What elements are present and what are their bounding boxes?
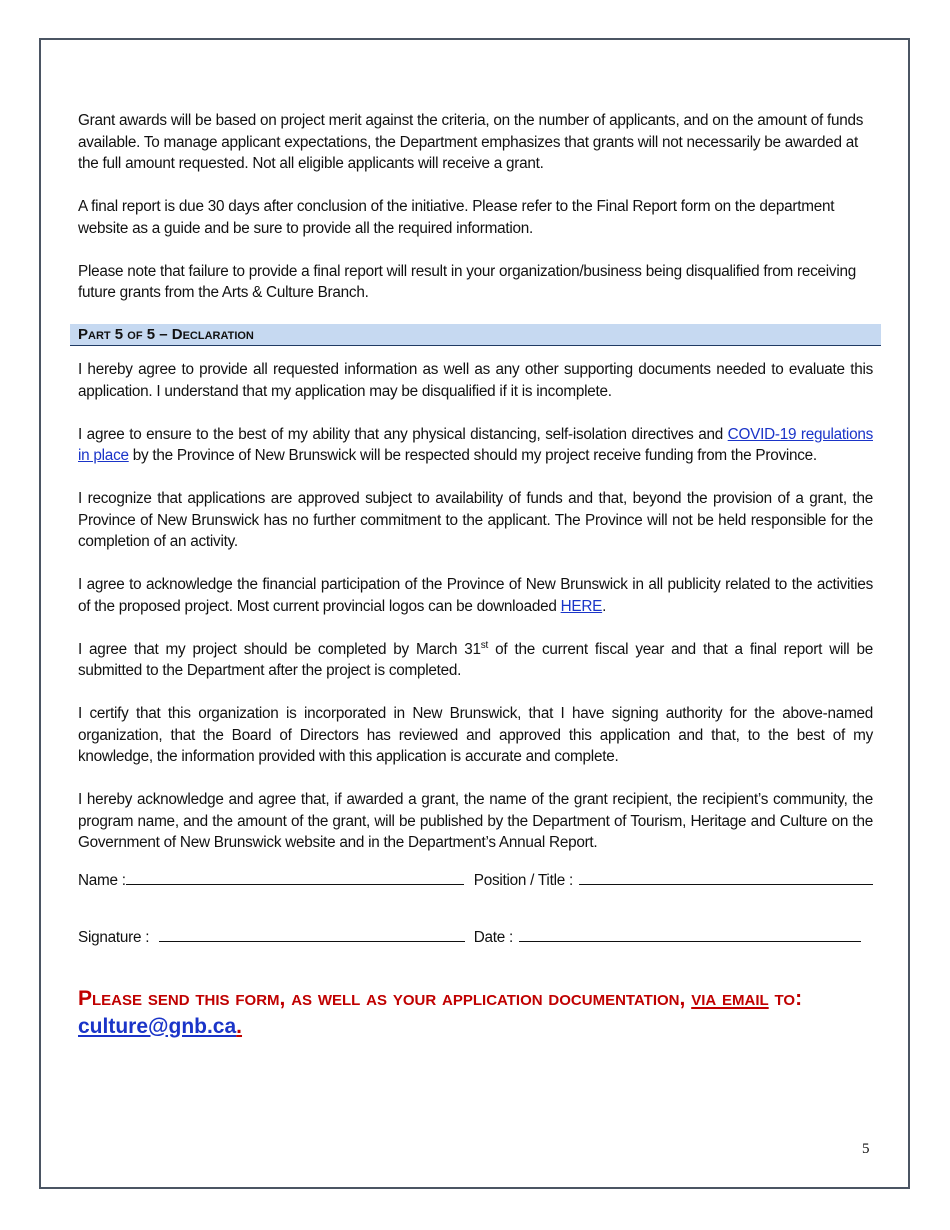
- name-field: [78, 870, 464, 892]
- intro-paragraph-1: Grant awards will be based on project merit against the criteria, on the number of applicants, and on the amount of funds available. To manage applicant expectations, the Department emphasizes that grants will not necessarily be awarded at the full amount requested. Not all eligible applicants will receive a grant.: [78, 112, 864, 172]
- ordinal-suffix: st: [480, 639, 489, 651]
- submission-instructions: [78, 985, 873, 1013]
- position-input-line[interactable]: [579, 870, 873, 885]
- declaration-paragraph-7: I hereby acknowledge and agree that, if awarded a grant, the name of the grant recipient, the recipient’s community, the program name, and the amount of the grant, will be published by the Department of Tourism, Heritage and Culture on the Government of New Brunswick website and in the Department’s Annual Report.: [78, 791, 873, 851]
- signature-label: Signature :: [78, 929, 150, 946]
- name-position-row: [78, 870, 873, 892]
- declaration-paragraph-3: I recognize that applications are approved subject to availability of funds and that, beyond the provision of a grant, the Province of New Brunswick has no further commitment to the applicant. The Province will not be held responsible for the completion of an activity.: [78, 490, 873, 550]
- intro-paragraph-2: A final report is due 30 days after conclusion of the initiative. Please refer to the Final Report form on the department website as a guide and be sure to provide all the required information.: [78, 198, 835, 237]
- position-field: [474, 870, 873, 892]
- position-label: Position / Title :: [473, 871, 573, 889]
- declaration-paragraph-2: [78, 424, 873, 467]
- declaration-text: I agree to acknowledge the financial participation of the Province of New Brunswick in all publicity related to the activities of the proposed project. Most current provincial logos can be downloaded: [78, 576, 873, 615]
- signature-date-row: [78, 927, 873, 949]
- declaration-paragraph-6: I certify that this organization is incorporated in New Brunswick, that I have signing authority for the above-named organization, that the Board of Directors has reviewed and approved this application and that, to the best of my knowledge, the information provided with this application is accurate and complete.: [78, 705, 873, 765]
- declaration-text: I agree that my project should be completed by March 31: [78, 640, 481, 658]
- date-label: Date :: [473, 929, 513, 946]
- name-input-line[interactable]: [126, 870, 464, 885]
- date-input-line[interactable]: [519, 927, 861, 942]
- declaration-paragraph-5: [78, 639, 873, 682]
- declaration-text: by the Province of New Brunswick will be respected should my project receive funding from the Province.: [128, 447, 817, 464]
- section-header-declaration: Part 5 of 5 – Declaration: [70, 324, 881, 346]
- contact-email-link[interactable]: culture@gnb.ca: [78, 1014, 237, 1038]
- document-body: [78, 110, 873, 1041]
- cta-emphasis: via email: [691, 986, 769, 1010]
- intro-paragraph-3: Please note that failure to provide a final report will result in your organization/business being disqualified from receiving future grants from the Arts & Culture Branch.: [78, 262, 856, 301]
- declaration-paragraph-4: [78, 574, 873, 617]
- covid-regulations-link[interactable]: COVID-19 regulations in place: [78, 425, 873, 464]
- signature-input-line[interactable]: [159, 927, 465, 942]
- email-period: .: [236, 1014, 243, 1038]
- logos-download-link[interactable]: HERE: [560, 597, 603, 615]
- page-number: 5: [862, 1141, 870, 1157]
- date-field: [474, 927, 861, 949]
- signature-field: [78, 927, 465, 949]
- declaration-text: of the current fiscal year and that a final report will be submitted to the Department after the project is completed.: [78, 640, 874, 679]
- contact-email-line: [78, 1013, 873, 1041]
- name-label: Name :: [78, 871, 126, 889]
- cta-text: to:: [768, 986, 803, 1010]
- cta-text: Please send this form, as well as your application documentation,: [78, 986, 692, 1010]
- declaration-text: I agree to ensure to the best of my ability that any physical distancing, self-isolation directives and: [78, 425, 728, 443]
- declaration-text: .: [602, 597, 607, 615]
- declaration-paragraph-1: I hereby agree to provide all requested information as well as any other supporting documents needed to evaluate this application. I understand that my application may be disqualified if it is incomplete.: [78, 361, 873, 400]
